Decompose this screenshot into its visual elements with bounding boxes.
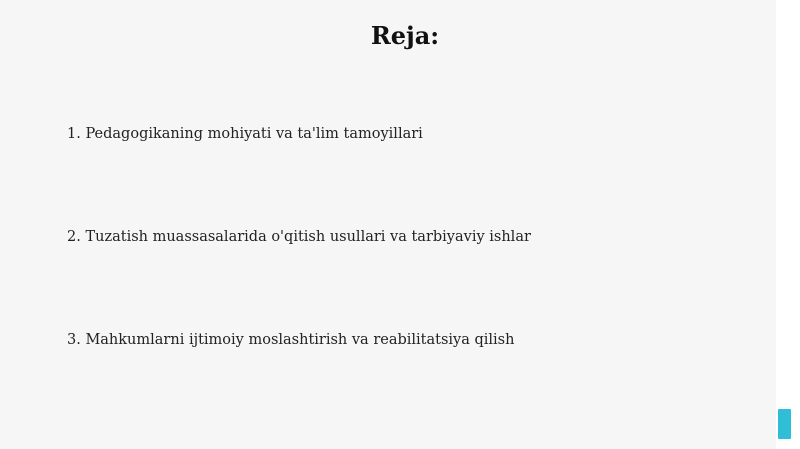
- scroll-thumb[interactable]: [778, 409, 791, 439]
- slide-title: Reja:: [370, 21, 440, 50]
- plan-item: 2. Tuzatish muassasalarida o'qitish usullari va tarbiyaviy ishlar: [67, 229, 531, 245]
- scroll-track[interactable]: [776, 0, 800, 449]
- plan-item: 3. Mahkumlarni ijtimoiy moslashtirish va reabilitatsiya qilish: [67, 332, 515, 348]
- plan-item: 1. Pedagogikaning mohiyati va ta'lim tamoyillari: [67, 126, 423, 142]
